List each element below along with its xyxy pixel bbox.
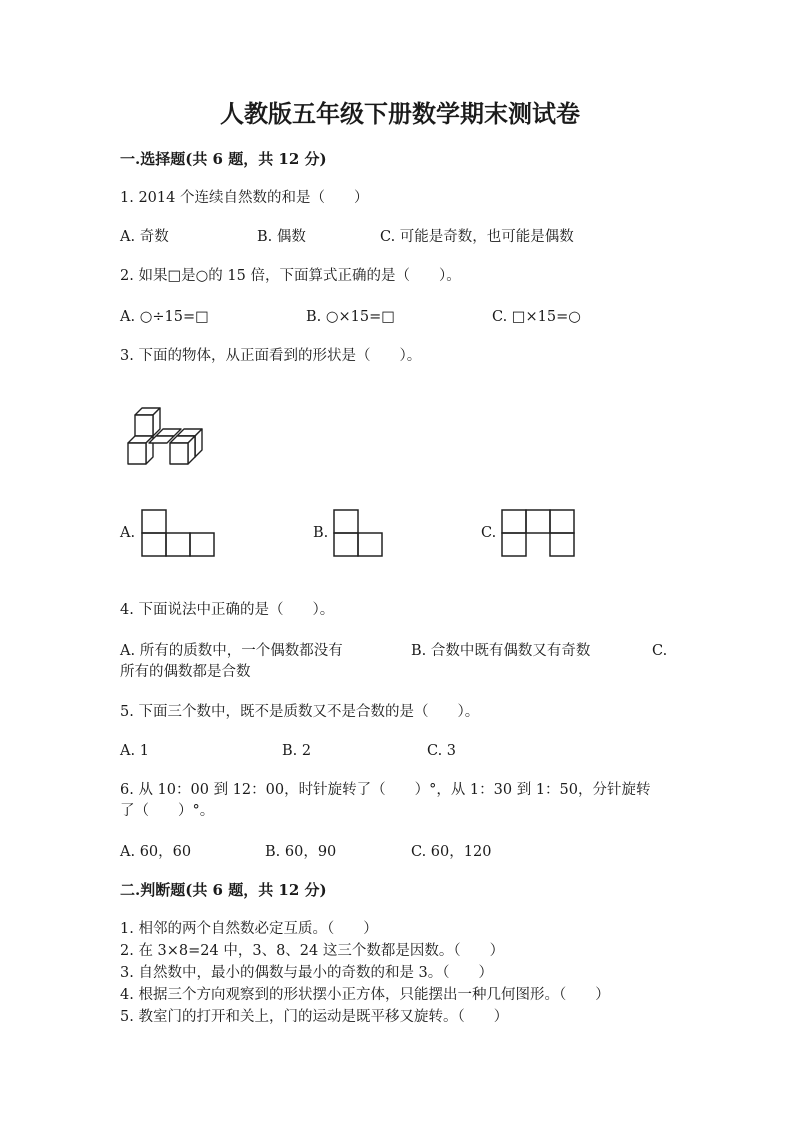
- q6-stem-line-2: 了（ ）°。: [120, 803, 215, 819]
- q2-option-c[interactable]: C. □×15=○: [492, 309, 581, 325]
- judge-item-5[interactable]: 5. 教室门的打开和关上，门的运动是既平移又旋转。（ ）: [120, 1009, 509, 1025]
- q1-option-b[interactable]: B. 偶数: [257, 229, 306, 245]
- q2-stem: 2. 如果□是○的 15 倍，下面算式正确的是（ ）。: [120, 268, 461, 284]
- section-2-heading: 二.判断题(共 6 题，共 12 分): [120, 881, 327, 899]
- q3-stem: 3. 下面的物体，从正面看到的形状是（ ）。: [120, 348, 422, 364]
- q5-option-a[interactable]: A. 1: [120, 743, 149, 759]
- q1-stem: 1. 2014 个连续自然数的和是（ ）: [120, 190, 369, 206]
- q2-option-b[interactable]: B. ○×15=□: [306, 309, 395, 325]
- q4-option-c-label[interactable]: C.: [652, 643, 668, 659]
- q2-option-a[interactable]: A. ○÷15=□: [120, 309, 209, 325]
- q6-option-b[interactable]: B. 60，90: [265, 844, 337, 860]
- q3-option-c-shape[interactable]: [501, 509, 575, 557]
- q5-option-b[interactable]: B. 2: [282, 743, 312, 759]
- judge-item-1[interactable]: 1. 相邻的两个自然数必定互质。（ ）: [120, 921, 378, 937]
- q1-option-c[interactable]: C. 可能是奇数，也可能是偶数: [380, 229, 574, 245]
- page-title: 人教版五年级下册数学期末测试卷: [220, 99, 580, 128]
- q3-option-b-shape[interactable]: [333, 509, 383, 557]
- judge-item-4[interactable]: 4. 根据三个方向观察到的形状摆小正方体，只能摆出一种几何图形。（ ）: [120, 987, 610, 1003]
- judge-item-2[interactable]: 2. 在 3×8=24 中，3、8、24 这三个数都是因数。（ ）: [120, 943, 505, 959]
- q3-option-a-shape[interactable]: [141, 509, 215, 557]
- q5-option-c[interactable]: C. 3: [427, 743, 457, 759]
- q6-stem-line-1: 6. 从 10：00 到 12：00，时针旋转了（ ）°，从 1：30 到 1：50，分针旋转: [120, 782, 651, 798]
- q5-stem: 5. 下面三个数中，既不是质数又不是合数的是（ ）。: [120, 704, 480, 720]
- q6-option-a[interactable]: A. 60，60: [120, 844, 192, 860]
- q4-stem: 4. 下面说法中正确的是（ ）。: [120, 602, 335, 618]
- q4-option-a[interactable]: A. 所有的质数中，一个偶数都没有: [120, 643, 343, 659]
- q4-option-b[interactable]: B. 合数中既有偶数又有奇数: [411, 643, 591, 659]
- cube-figure: [120, 400, 210, 470]
- section-1-heading: 一.选择题(共 6 题，共 12 分): [120, 150, 327, 168]
- judge-item-3[interactable]: 3. 自然数中，最小的偶数与最小的奇数的和是 3。（ ）: [120, 965, 494, 981]
- q3-option-a[interactable]: A.: [120, 525, 136, 541]
- q3-option-c[interactable]: C.: [481, 525, 497, 541]
- q4-option-c-text[interactable]: 所有的偶数都是合数: [120, 664, 251, 680]
- q6-option-c[interactable]: C. 60，120: [411, 844, 492, 860]
- q3-option-b[interactable]: B.: [313, 525, 329, 541]
- q1-option-a[interactable]: A. 奇数: [120, 229, 169, 245]
